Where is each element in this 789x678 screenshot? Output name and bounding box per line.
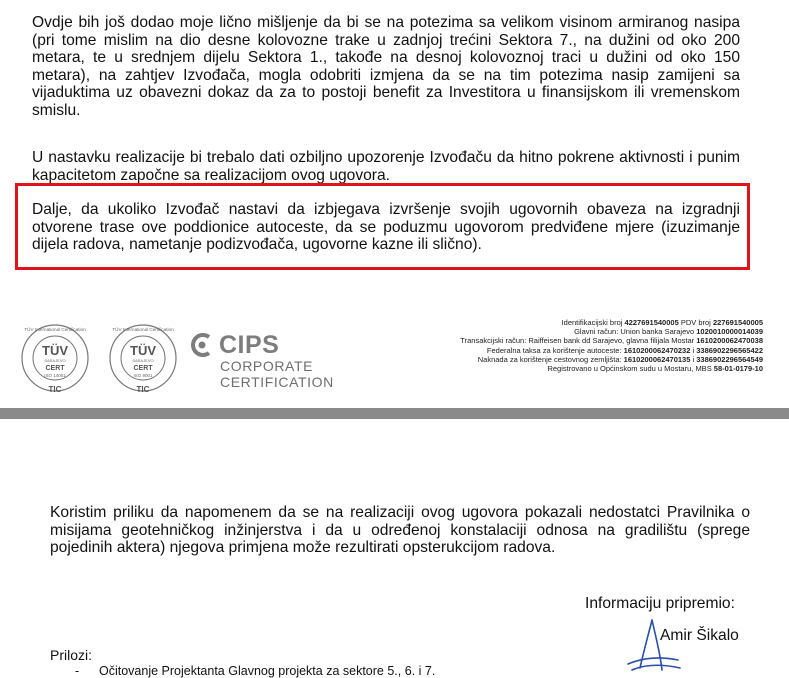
paragraph-warning: U nastavku realizacije bi trebalo dati ozbiljno upozorenje Izvođaču da hitno pokrene aktivnosti i punim kapacitetom započne sa realizacijom ovog ugovora. bbox=[32, 149, 740, 184]
seal-brand: TÜV bbox=[42, 343, 68, 358]
seal-tic: TIC bbox=[136, 385, 150, 394]
company-info-number: 1610200062470232 bbox=[623, 345, 691, 355]
company-info-row bbox=[343, 346, 763, 355]
cips-tagline-2: CERTIFICATION bbox=[220, 374, 334, 390]
company-info-number: 1610200062470038 bbox=[696, 336, 763, 346]
cips-name: CIPS bbox=[219, 331, 280, 359]
cips-tagline-1: CORPORATE bbox=[220, 358, 314, 374]
attachment-item bbox=[75, 664, 435, 678]
company-info-row bbox=[343, 355, 763, 364]
company-info-row bbox=[343, 364, 763, 373]
company-info-label: i bbox=[690, 354, 697, 364]
company-info-label: Glavni račun: Union banka Sarajevo bbox=[574, 327, 697, 337]
company-info-label: Registrovano u Općinskom sudu u Mostaru, MBS bbox=[547, 364, 714, 374]
seal-standard: ISO 9001 bbox=[133, 373, 153, 378]
paragraph-opinion: Ovdje bih još dodao moje lično mišljenje da bi se na potezima sa velikom visinom armiranog nasipa (pri tome mislim na dio desne kolovozne trake u zadnjoj trećini Sektora 7., na dužini od oko 200 metara, te u srednjem dijelu Sektora 1., takođe na desnoj kolovoznoj traci u dužini od oko 150 metara), na zahtjev Izvođača, mogla odobriti izmjena da se na tim potezima nasip zamijeni sa vijaduktima uz obavezni dokaz da za to postoji benefit za Investitora u finansijskom ili vremenskom smislu. bbox=[32, 14, 740, 119]
company-info-number: 227691540005 bbox=[712, 318, 763, 327]
cips-swirl-icon bbox=[187, 332, 217, 358]
prepared-by-label: Informaciju pripremio: bbox=[585, 595, 735, 612]
company-info-row bbox=[343, 336, 763, 345]
seal-sub: SARAJEVO bbox=[132, 358, 154, 363]
company-info-number: 3386902296565422 bbox=[696, 345, 763, 355]
company-info-label: Identifikacijski broj bbox=[561, 318, 625, 327]
company-info-label: PDV broj bbox=[678, 318, 713, 327]
company-info-row bbox=[343, 318, 763, 327]
signatory-name: Amir Šikalo bbox=[660, 627, 739, 644]
company-info-number: 4227691540005 bbox=[624, 318, 679, 327]
cips-logo bbox=[187, 330, 347, 392]
seal-tic: TIC bbox=[48, 385, 62, 394]
seal-standard: ISO 14001 bbox=[44, 373, 66, 378]
tuv-iso9001-seal bbox=[98, 322, 188, 394]
company-info-label: i bbox=[690, 345, 697, 355]
seal-cert: CERT bbox=[45, 365, 65, 372]
attachment-bullet: - bbox=[75, 664, 80, 678]
seal-ring-text: TÜV International Certification bbox=[112, 327, 174, 332]
footer-divider bbox=[0, 408, 789, 419]
company-info-number: 1610200062470135 bbox=[623, 354, 691, 364]
letterhead-footer bbox=[0, 300, 789, 408]
tuv-iso14001-seal bbox=[10, 322, 100, 394]
company-info-number: 3386902296564549 bbox=[696, 354, 763, 364]
seal-ring-text: TÜV International Certification bbox=[24, 327, 86, 332]
company-info-number: 58-01-0179-10 bbox=[713, 364, 763, 374]
attachments-label: Prilozi: bbox=[50, 647, 93, 663]
company-info-label: Federalna taksa za korištenje autoceste: bbox=[486, 345, 624, 355]
seal-cert: CERT bbox=[133, 365, 153, 372]
seal-sub: SARAJEVO bbox=[44, 358, 66, 363]
company-info-number: 1020010000014039 bbox=[696, 327, 763, 337]
company-registration-info bbox=[343, 318, 763, 373]
company-info-label: Naknada za korištenje cestovnog zemljišta: bbox=[477, 354, 624, 364]
paragraph-measures: Dalje, da ukoliko Izvođač nastavi da izbjegava izvršenje svojih ugovornih obaveza na izgradnji otvorene trase ove poddionice autoceste, da se poduzmu ugovorom predviđene mjere (izuzimanje dijela radova, nametanje podizvođača, ugovorne kazne ili slično). bbox=[32, 201, 740, 254]
company-info-row bbox=[343, 327, 763, 336]
seal-brand: TÜV bbox=[130, 343, 156, 358]
company-info-label: Transakcijski račun: Raiffeisen bank dd Sarajevo, glavna filijala Mostar bbox=[460, 336, 697, 346]
paragraph-regulation-note: Koristim priliku da napomenem da se na realizaciji ovog ugovora pokazali nedostatci Pravilnika o misijama geotehničkog inžinjerstva i da u određenoj konstalaciji odnosa na gradilištu (sprege pojedinih aktera) njegova primjena može rezultirati opsterukcijom radova. bbox=[50, 504, 750, 557]
attachment-text: Očitovanje Projektanta Glavnog projekta za sektore 5., 6. i 7. bbox=[99, 664, 436, 678]
